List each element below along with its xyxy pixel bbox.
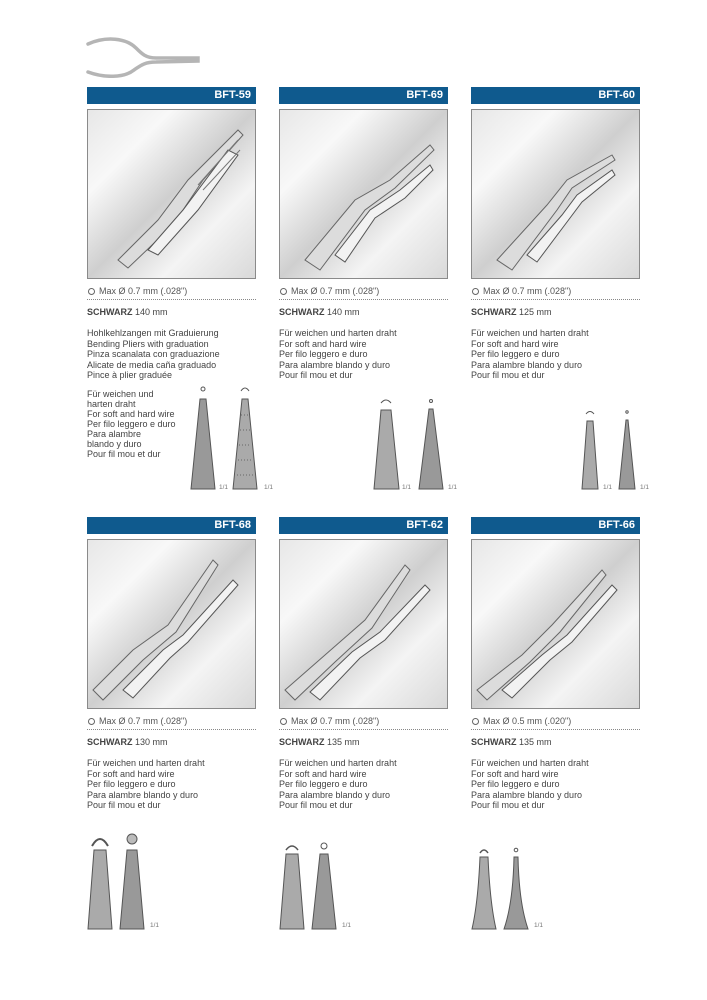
max-diameter (471, 285, 640, 297)
desc-line: Für weichen und harten draht (279, 328, 397, 338)
max-diameter-text: Max Ø 0.7 mm (.028") (291, 286, 380, 296)
scale-label: 1/1 (402, 484, 412, 491)
product-card (471, 517, 640, 811)
brand: SCHWARZ (87, 307, 133, 317)
product-code-bar: BFT-68 (87, 517, 256, 534)
product-card (279, 87, 448, 381)
description (87, 758, 256, 811)
desc-line: Für weichen und harten draht (471, 758, 589, 768)
plier-tip-icon (373, 395, 403, 490)
desc-line: Für weichen und harten draht (279, 758, 397, 768)
desc-line: Para alambre blando y duro (87, 789, 199, 800)
extra-description (87, 389, 176, 459)
max-diameter-text: Max Ø 0.7 mm (.028") (99, 716, 188, 726)
max-diameter (87, 715, 256, 727)
brand: SCHWARZ (471, 737, 517, 747)
max-diameter-text: Max Ø 0.7 mm (.028") (99, 286, 188, 296)
desc-line: Per filo leggero e duro (279, 779, 368, 789)
desc-line: Bending Pliers with graduation (87, 338, 209, 349)
plier-tip-graduated-icon (232, 385, 262, 490)
plier-tip-icon (470, 843, 498, 930)
product-photo (279, 539, 448, 709)
desc-line: Para alambre blando y duro (471, 789, 583, 800)
desc-line: For soft and hard wire (279, 338, 367, 349)
extra-line: For soft and hard wire (87, 409, 175, 419)
product-card (87, 87, 256, 381)
extra-line: Per filo leggero e duro (87, 419, 176, 429)
product-code-bar: BFT-60 (471, 87, 640, 104)
max-diameter-text: Max Ø 0.7 mm (.028") (291, 716, 380, 726)
scale-label: 1/1 (448, 484, 458, 491)
length: 125 mm (519, 307, 552, 317)
circle-bullet-icon (88, 718, 95, 725)
brand: SCHWARZ (471, 307, 517, 317)
brand: SCHWARZ (279, 737, 325, 747)
scale-label: 1/1 (603, 484, 613, 491)
circle-bullet-icon (472, 718, 479, 725)
model-line (279, 307, 448, 317)
description (279, 328, 448, 381)
desc-line: Para alambre blando y duro (279, 359, 391, 370)
max-diameter (279, 285, 448, 297)
plier-tip-icon (502, 843, 530, 930)
extra-line: harten draht (87, 399, 136, 409)
plier-tip-icon (418, 395, 448, 490)
product-card (279, 517, 448, 811)
pliers-logo-icon (86, 36, 201, 78)
model-line (87, 307, 256, 317)
scale-label: 1/1 (150, 922, 160, 929)
plier-tip-icon (310, 838, 338, 930)
circle-bullet-icon (472, 288, 479, 295)
extra-line: Para alambre (87, 429, 142, 439)
desc-line: Für weichen und harten draht (471, 328, 589, 338)
model-line (471, 737, 640, 747)
length: 130 mm (135, 737, 168, 747)
product-photo (471, 539, 640, 709)
model-line (279, 737, 448, 747)
max-diameter-text: Max Ø 0.7 mm (.028") (483, 286, 572, 296)
desc-line: For soft and hard wire (471, 338, 559, 349)
length: 135 mm (327, 737, 360, 747)
plier-tip-icon (190, 385, 220, 490)
desc-line: Hohlkehlzangen mit Graduierung (87, 328, 219, 338)
desc-line: Pour fil mou et dur (279, 800, 353, 810)
desc-line: Per filo leggero e duro (471, 349, 560, 359)
description (471, 758, 640, 811)
plier-tip-icon (580, 406, 600, 490)
desc-line: Per filo leggero e duro (87, 779, 176, 789)
description (279, 758, 448, 811)
desc-line: Pour fil mou et dur (471, 800, 545, 810)
desc-line: Pour fil mou et dur (471, 370, 545, 380)
max-diameter-text: Max Ø 0.5 mm (.020") (483, 716, 572, 726)
product-photo (87, 539, 256, 709)
desc-line: Pince à plier graduée (87, 370, 173, 380)
scale-label: 1/1 (640, 484, 650, 491)
max-diameter (87, 285, 256, 297)
brand: SCHWARZ (87, 737, 133, 747)
model-line (87, 737, 256, 747)
product-photo (279, 109, 448, 279)
product-code-bar: BFT-69 (279, 87, 448, 104)
desc-line: Für weichen und harten draht (87, 758, 205, 768)
scale-label: 1/1 (264, 484, 274, 491)
circle-bullet-icon (88, 288, 95, 295)
desc-line: Per filo leggero e duro (279, 349, 368, 359)
product-card (471, 87, 640, 381)
max-diameter (471, 715, 640, 727)
brand: SCHWARZ (279, 307, 325, 317)
desc-line: Pour fil mou et dur (87, 800, 161, 810)
extra-line: Pour fil mou et dur (87, 449, 161, 459)
extra-line: blando y duro (87, 439, 142, 449)
product-code-bar: BFT-62 (279, 517, 448, 534)
desc-line: Para alambre blando y duro (471, 359, 583, 370)
desc-line: For soft and hard wire (279, 768, 367, 779)
desc-line: Alicate de media caña graduado (87, 359, 217, 370)
plier-tip-icon (617, 406, 637, 490)
product-code-bar: BFT-66 (471, 517, 640, 534)
desc-line: For soft and hard wire (471, 768, 559, 779)
description (471, 328, 640, 381)
desc-line: For soft and hard wire (87, 768, 175, 779)
circle-bullet-icon (280, 718, 287, 725)
scale-label: 1/1 (342, 922, 352, 929)
product-photo (471, 109, 640, 279)
plier-tip-icon (118, 830, 146, 930)
product-photo (87, 109, 256, 279)
plier-tip-icon (278, 838, 306, 930)
description (87, 328, 256, 381)
scale-label: 1/1 (219, 484, 229, 491)
desc-line: Per filo leggero e duro (471, 779, 560, 789)
desc-line: Para alambre blando y duro (279, 789, 391, 800)
length: 135 mm (519, 737, 552, 747)
desc-line: Pinza scanalata con graduazione (87, 349, 220, 359)
circle-bullet-icon (280, 288, 287, 295)
scale-label: 1/1 (534, 922, 544, 929)
max-diameter (279, 715, 448, 727)
length: 140 mm (135, 307, 168, 317)
length: 140 mm (327, 307, 360, 317)
desc-line: Pour fil mou et dur (279, 370, 353, 380)
product-card (87, 517, 256, 811)
product-code-bar: BFT-59 (87, 87, 256, 104)
model-line (471, 307, 640, 317)
plier-tip-icon (86, 830, 114, 930)
extra-line: Für weichen und (87, 389, 154, 399)
